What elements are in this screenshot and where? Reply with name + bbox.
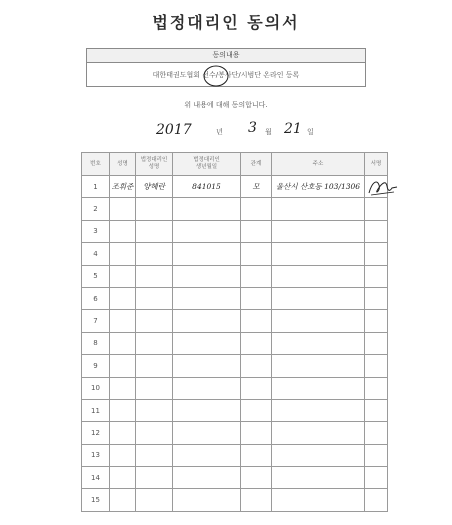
cell-guardian-name <box>136 489 173 511</box>
cell-name <box>110 243 136 265</box>
cell-no: 12 <box>82 422 110 444</box>
cell-no: 11 <box>82 399 110 421</box>
column-header: 관계 <box>241 153 272 176</box>
cell-name <box>110 287 136 309</box>
cell-guardian-name <box>136 422 173 444</box>
cell-relation <box>241 399 272 421</box>
cell-address <box>272 422 365 444</box>
cell-no: 2 <box>82 198 110 220</box>
cell-name <box>110 332 136 354</box>
cell-relation <box>241 422 272 444</box>
table-row <box>82 489 388 511</box>
guardian-table <box>81 152 388 512</box>
cell-address <box>272 243 365 265</box>
cell-relation <box>241 220 272 242</box>
table-row <box>82 243 388 265</box>
cell-address <box>272 399 365 421</box>
cell-relation <box>241 355 272 377</box>
cell-signature <box>365 265 388 287</box>
column-header: 서명 <box>365 153 388 176</box>
cell-signature <box>365 399 388 421</box>
table-row <box>82 265 388 287</box>
cell-address <box>272 220 365 242</box>
cell-address <box>272 467 365 489</box>
document-title: 법정대리인 동의서 <box>152 13 300 32</box>
cell-guardian-birth <box>173 220 241 242</box>
table-row <box>82 377 388 399</box>
cell-name <box>110 377 136 399</box>
date-line <box>150 120 350 142</box>
cell-guardian-name <box>136 444 173 466</box>
cell-relation <box>241 467 272 489</box>
column-header: 주소 <box>272 153 365 176</box>
cell-guardian-birth <box>173 399 241 421</box>
cell-guardian-birth <box>173 332 241 354</box>
cell-relation <box>241 332 272 354</box>
cell-signature <box>365 310 388 332</box>
cell-guardian-name <box>136 198 173 220</box>
cell-no: 10 <box>82 377 110 399</box>
cell-guardian-name <box>136 287 173 309</box>
cell-name <box>110 489 136 511</box>
cell-name <box>110 310 136 332</box>
cell-relation <box>241 243 272 265</box>
cell-relation: 모 <box>241 176 272 198</box>
cell-signature <box>365 377 388 399</box>
cell-guardian-birth <box>173 422 241 444</box>
cell-signature <box>365 198 388 220</box>
cell-guardian-birth <box>173 489 241 511</box>
table-row <box>82 198 388 220</box>
cell-signature <box>365 220 388 242</box>
cell-relation <box>241 265 272 287</box>
cell-guardian-birth <box>173 467 241 489</box>
cell-address <box>272 287 365 309</box>
cell-guardian-birth <box>173 377 241 399</box>
consent-content: 대한태권도협회 선수/봉사단/시범단 온라인 등록 <box>152 71 300 79</box>
cell-name <box>110 444 136 466</box>
column-header: 번호 <box>82 153 110 176</box>
cell-guardian-birth <box>173 287 241 309</box>
cell-name: 조휘준 <box>110 176 136 198</box>
cell-address <box>272 310 365 332</box>
cell-no: 5 <box>82 265 110 287</box>
cell-signature <box>365 444 388 466</box>
cell-relation <box>241 444 272 466</box>
cell-no: 1 <box>82 176 110 198</box>
table-row <box>82 399 388 421</box>
cell-guardian-birth <box>173 198 241 220</box>
cell-guardian-name <box>136 265 173 287</box>
date-month: 3 <box>248 120 257 136</box>
date-day: 21 <box>284 121 302 137</box>
cell-guardian-birth <box>173 310 241 332</box>
date-month-unit: 월 <box>265 128 272 136</box>
cell-address <box>272 355 365 377</box>
cell-name <box>110 467 136 489</box>
cell-signature <box>365 287 388 309</box>
cell-name <box>110 422 136 444</box>
cell-guardian-name <box>136 377 173 399</box>
cell-address <box>272 489 365 511</box>
cell-address <box>272 265 365 287</box>
cell-name <box>110 265 136 287</box>
cell-guardian-birth: 841015 <box>173 176 241 198</box>
table-row <box>82 220 388 242</box>
cell-no: 7 <box>82 310 110 332</box>
table-row <box>82 176 388 198</box>
cell-no: 8 <box>82 332 110 354</box>
cell-guardian-name <box>136 355 173 377</box>
cell-address <box>272 198 365 220</box>
cell-relation <box>241 310 272 332</box>
cell-signature <box>365 243 388 265</box>
date-day-unit: 일 <box>307 128 314 136</box>
cell-no: 9 <box>82 355 110 377</box>
column-header: 법정대리인 성명 <box>136 153 173 176</box>
cell-no: 15 <box>82 489 110 511</box>
agree-statement: 위 내용에 대해 동의합니다. <box>184 101 268 109</box>
table-row <box>82 332 388 354</box>
table-row <box>82 310 388 332</box>
cell-signature <box>365 355 388 377</box>
cell-address <box>272 444 365 466</box>
cell-guardian-birth <box>173 243 241 265</box>
cell-guardian-name <box>136 243 173 265</box>
cell-no: 6 <box>82 287 110 309</box>
cell-name <box>110 399 136 421</box>
cell-signature <box>365 422 388 444</box>
signature-scribble <box>366 176 400 198</box>
cell-address <box>272 332 365 354</box>
cell-no: 4 <box>82 243 110 265</box>
cell-guardian-birth <box>173 265 241 287</box>
column-header: 법정대리인 생년월일 <box>173 153 241 176</box>
cell-signature <box>365 467 388 489</box>
cell-name <box>110 198 136 220</box>
circle-mark-icon <box>202 64 230 88</box>
cell-name <box>110 220 136 242</box>
table-row <box>82 355 388 377</box>
table-row <box>82 444 388 466</box>
date-year: 2017 <box>156 122 192 138</box>
cell-relation <box>241 287 272 309</box>
consent-heading: 동의내용 <box>87 49 365 63</box>
cell-name <box>110 355 136 377</box>
cell-signature <box>365 489 388 511</box>
cell-guardian-name <box>136 399 173 421</box>
cell-no: 14 <box>82 467 110 489</box>
table-row <box>82 287 388 309</box>
cell-address: 울산시 산호동 103/1306 <box>272 176 365 198</box>
cell-guardian-name: 양혜란 <box>136 176 173 198</box>
cell-relation <box>241 198 272 220</box>
cell-guardian-birth <box>173 355 241 377</box>
column-header: 성명 <box>110 153 136 176</box>
cell-guardian-name <box>136 332 173 354</box>
table-row <box>82 422 388 444</box>
table-header-row <box>82 153 388 176</box>
cell-no: 3 <box>82 220 110 242</box>
date-year-unit: 년 <box>216 128 223 136</box>
cell-no: 13 <box>82 444 110 466</box>
cell-address <box>272 377 365 399</box>
cell-relation <box>241 377 272 399</box>
cell-relation <box>241 489 272 511</box>
table-row <box>82 467 388 489</box>
cell-signature <box>365 332 388 354</box>
cell-guardian-name <box>136 467 173 489</box>
cell-guardian-name <box>136 310 173 332</box>
cell-guardian-birth <box>173 444 241 466</box>
cell-guardian-name <box>136 220 173 242</box>
